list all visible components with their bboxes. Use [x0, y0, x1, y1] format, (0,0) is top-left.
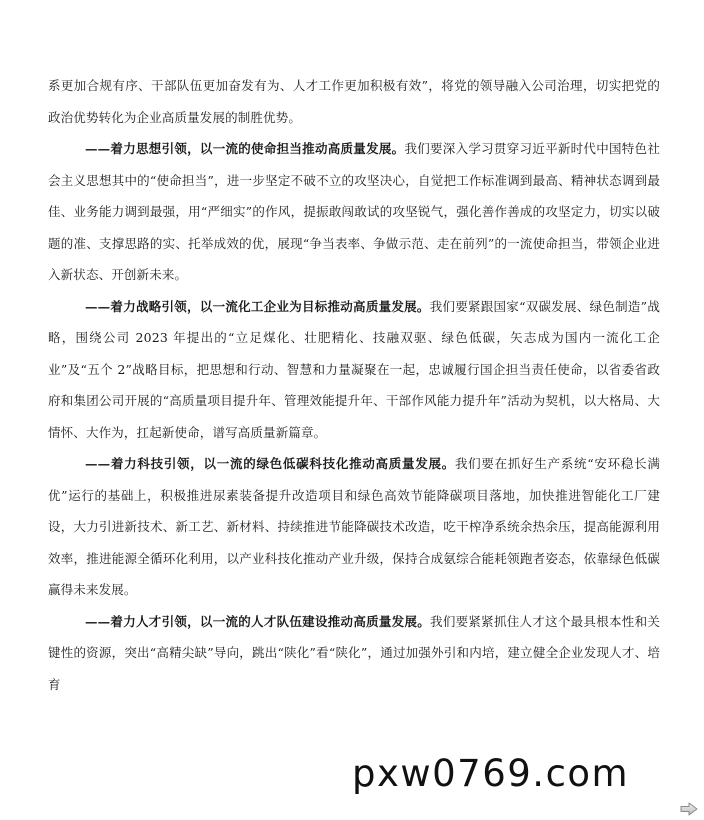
- paragraph-2-text: 我们要深入学习贯穿习近平新时代中国特色社会主义思想其中的“使命担当”，进一步坚定不破不立的攻坚决心，自觉把工作标准调到最高、精神状态调到最佳、业务能力调到最强，用“严细实”的作风，提振敢闯敢试的攻坚锐气，强化善作善成的攻坚定力，切实以破题的准、支撑思路的实、托举成效的优，展现“争当表率、争做示范、走在前列”的一流使命担当，带领企业进入新状态、开创新未来。: [48, 141, 660, 282]
- paragraph-3-lead: ——着力战略引领，以一流化工企业为目标推动高质量发展。: [85, 298, 430, 314]
- document-page: [48, 70, 660, 700]
- paragraph-1-text: 系更加合规有序、干部队伍更加奋发有为、人才工作更加积极有效”，将党的领导融入公司治理，切实把党的政治优势转化为企业高质量发展的制胜优势。: [48, 78, 660, 125]
- paragraph-3: [48, 291, 660, 449]
- paragraph-4-lead: ——着力科技引领，以一流的绿色低碳科技化推动高质量发展。: [85, 456, 455, 471]
- paragraph-2: [48, 133, 660, 291]
- paragraph-5-lead: ——着力人才引领，以一流的人才队伍建设推动高质量发展。: [85, 613, 431, 629]
- watermark-text: pxw0769.com: [352, 752, 630, 795]
- paragraph-1: [48, 70, 660, 133]
- paragraph-2-lead: ——着力思想引领，以一流的使命担当推动高质量发展。: [85, 141, 405, 156]
- right-arrow-icon: [680, 802, 698, 816]
- paragraph-3-text: 我们要紧跟国家“双碳发展、绿色制造”战略，围绕公司 2023 年提出的“立足煤化、壮肥精化、技融双驱、绿色低碳，矢志成为国内一流化工企业”及“五个 2”战略目标，把思想和行动、智慧和力量凝聚在一起，忠诚履行国企担当责任使命，以省委省政府和集团公司开展的“高质量项目提升年、管理效能提升年、干部作风能力提升年”活动为契机，以大格局、大情怀、大作为，扛起新使命，谱写高质量新篇章。: [48, 298, 660, 440]
- paragraph-5: [48, 606, 660, 701]
- next-page-button[interactable]: [680, 801, 698, 815]
- paragraph-4: [48, 448, 660, 606]
- paragraph-4-text: 我们要在抓好生产系统“安环稳长满优”运行的基础上，积极推进尿素装备提升改造项目和绿色高效节能降碳项目落地，加快推进智能化工厂建设，大力引进新技术、新工艺、新材料、持续推进节能降碳技术改造，吃干榨净系统余热余压，提高能源利用效率，推进能源全循环化利用，以产业科技化推动产业升级，保持合成氨综合能耗领跑者姿态，依靠绿色低碳赢得未来发展。: [48, 456, 660, 597]
- paragraph-5-text: 我们要紧紧抓住人才这个最具根本性和关键性的资源，突出“高精尖缺”导向，跳出“陕化”看“陕化”，通过加强外引和内培，建立健全企业发现人才、培育: [48, 613, 660, 692]
